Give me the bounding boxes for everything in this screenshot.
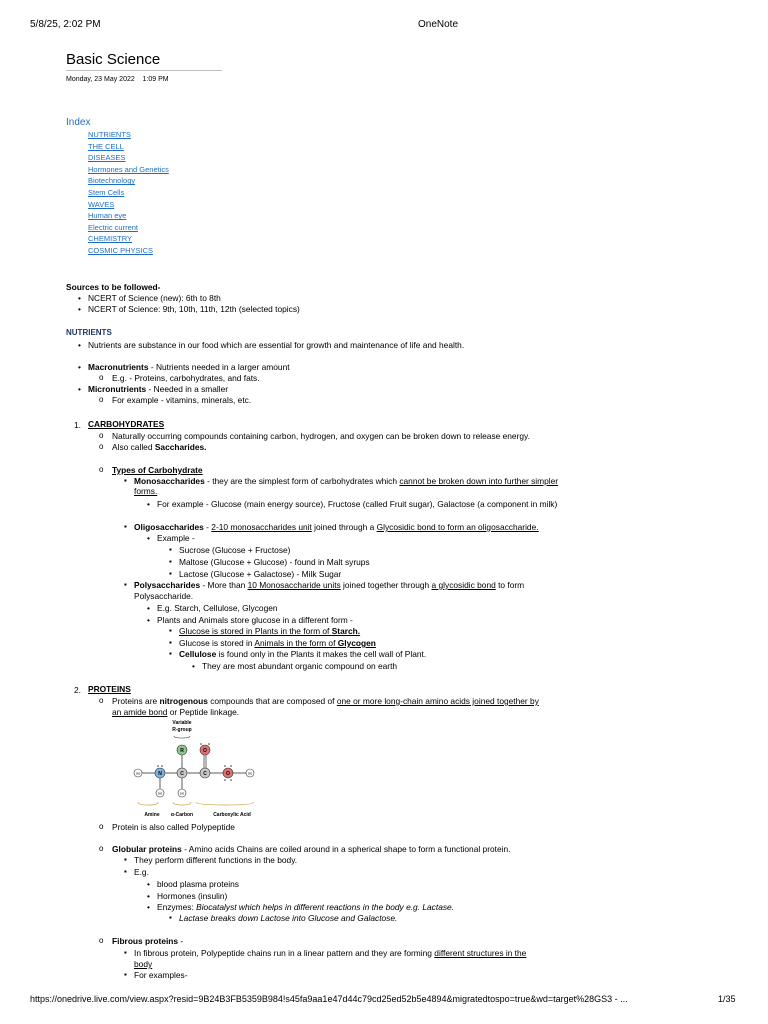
oligo-example-item: ▪ Sucrose (Glucose + Fructose) (179, 545, 290, 555)
fibrous-sub: ▪ In fibrous protein, Polypeptide chains run in a linear pattern and they are forming different structures in the (134, 948, 526, 958)
rgroup-label: R-group (172, 727, 192, 733)
polysaccharides-cont: Polysaccharide. (134, 591, 194, 601)
index-link[interactable]: WAVES (88, 199, 115, 209)
svg-text:H: H (248, 771, 252, 776)
source-item: • NCERT of Science (new): 6th to 8th (88, 293, 221, 303)
fibrous-sub: ▪ For examples- (134, 970, 188, 980)
print-page-number: 1/35 (718, 994, 736, 1004)
globular-example: • Hormones (insulin) (157, 891, 227, 901)
globular-example: • blood plasma proteins (157, 879, 239, 889)
poly-example: • E.g. Starch, Cellulose, Glycogen (157, 603, 278, 613)
proteins-line: o Proteins are nitrogenous compounds that are composed of one or more long-chain amino acids joined together by (112, 696, 539, 706)
store-cellulose: ▪ Cellulose is found only in the Plants it makes the cell wall of Plant. (179, 649, 426, 659)
variable-label: Variable (172, 720, 192, 726)
index-link[interactable]: Biotechnology (88, 176, 136, 186)
nutrients-intro: • Nutrients are substance in our food which are essential for growth and maintenance of life and health. (88, 340, 464, 350)
svg-text:O: O (203, 748, 207, 754)
globular-sub: ▪ They perform different functions in the body. (134, 855, 297, 865)
micronutrients-example: o For example - vitamins, minerals, etc. (112, 395, 251, 405)
list-number: 2. (74, 685, 81, 695)
polypeptide-line: o Protein is also called Polypeptide (112, 822, 235, 832)
list-number: 1. (74, 420, 81, 430)
store-glycogen: ▪ Glucose is stored in Animals in the form of Glycogen (179, 638, 376, 648)
store-starch: ▪ Glucose is stored in Plants in the form of Starch. (179, 626, 360, 636)
macronutrients-item: • Macronutrients - Nutrients needed in a larger amount (88, 362, 290, 372)
types-of-carbohydrate: o Types of Carbohydrate (112, 465, 203, 475)
index-link[interactable]: Stem Cells (88, 188, 125, 197)
index-heading: Index (66, 117, 91, 128)
r-atom-label: R (180, 748, 184, 754)
index-link[interactable]: THE CELL (88, 141, 124, 151)
lactase-item: ▪ Lactase breaks down Lactose into Glucose and Galactose. (179, 913, 397, 923)
globular-proteins: o Globular proteins - Amino acids Chains are coiled around in a spherical shape to form a functional protein. (112, 844, 510, 854)
svg-text:C: C (203, 771, 207, 777)
polysaccharides-item: ▪ Polysaccharides - More than 10 Monosaccharide units joined together through a glycosidic bond to form (134, 580, 524, 590)
poly-store: • Plants and Animals store glucose in a different form - (157, 615, 353, 625)
index-link[interactable]: CHEMISTRY (88, 234, 133, 244)
monosaccharides-item: ▪ Monosaccharides - they are the simplest form of carbohydrates which cannot be broken down into further simpler forms. (134, 476, 579, 496)
svg-text:H: H (136, 771, 140, 776)
section-heading-nutrients: NUTRIENTS (66, 328, 112, 337)
oligo-example-item: ▪ Maltose (Glucose + Glucose) - found in Malt syrups (179, 557, 370, 567)
page-title: Basic Science (66, 51, 222, 71)
index-link[interactable]: Electric current (88, 222, 139, 232)
svg-text:H: H (158, 791, 162, 796)
svg-text:H: H (180, 791, 184, 796)
alpha-carbon-label: α-Carbon (170, 812, 194, 818)
print-url: https://onedrive.live.com/view.aspx?resid=9B24B3FB5359B984!s45fa9aa1e47d44c79cd25ed52b5e4894&migratedtospo=true&wd=target%28GS3 - ... (30, 994, 628, 1004)
oligo-example-label: • Example - (157, 533, 195, 543)
print-app-name: OneNote (418, 19, 459, 30)
carbs-line: o Also called Saccharides. (112, 442, 207, 452)
proteins-line-cont: an amide bond or Peptide linkage. (112, 707, 240, 717)
index-link[interactable]: Human eye (88, 211, 127, 221)
svg-text:N: N (158, 771, 162, 777)
carbs-line: o Naturally occurring compounds containing carbon, hydrogen, and oxygen can be broken down to release energy. (112, 431, 530, 441)
index-link[interactable]: Hormones and Genetics (88, 164, 169, 174)
oligo-example-item: ▪ Lactose (Glucose + Galactose) - Milk Sugar (179, 569, 341, 579)
source-item: • NCERT of Science: 9th, 10th, 11th, 12th (selected topics) (88, 304, 300, 314)
index-link[interactable]: COSMIC PHYSICS (88, 246, 154, 255)
enzymes-item: • Enzymes: Biocatalyst which helps in different reactions in the body e.g. Lactase. (157, 902, 454, 912)
svg-text:C: C (180, 771, 184, 777)
index-link[interactable]: NUTRIENTS (88, 130, 131, 139)
svg-text:O: O (226, 771, 230, 777)
amino-acid-structure-diagram (130, 716, 260, 820)
print-datetime: 5/8/25, 2:02 PM (30, 19, 101, 30)
macronutrients-example: o E.g. - Proteins, carbohydrates, and fats. (112, 373, 260, 383)
globular-sub: ▪ E.g. (134, 867, 149, 877)
page-date: Monday, 23 May 2022 1:09 PM (66, 76, 169, 83)
index-link[interactable]: DISEASES (88, 153, 126, 163)
carbohydrates-title: CARBOHYDRATES (88, 419, 165, 429)
fibrous-proteins: o Fibrous proteins - (112, 936, 183, 946)
proteins-title: PROTEINS (88, 684, 131, 694)
oligosaccharides-item: ▪ Oligosaccharides - 2-10 monosaccharides unit joined through a Glycosidic bond to form an oligosaccharide. (134, 522, 539, 532)
monosaccharides-example: • For example - Glucose (main energy source), Fructose (called Fruit sugar), Galactose (a component in milk) (157, 499, 579, 509)
cellulose-sub: • They are most abundant organic compound on earth (202, 661, 397, 671)
fibrous-sub-cont: body (134, 959, 153, 969)
micronutrients-item: • Micronutrients - Needed in a smaller (88, 384, 228, 394)
carboxylic-acid-label: Carboxylic Acid (213, 812, 251, 818)
sources-heading: Sources to be followed- (66, 282, 161, 292)
amine-label: Amine (144, 812, 160, 818)
